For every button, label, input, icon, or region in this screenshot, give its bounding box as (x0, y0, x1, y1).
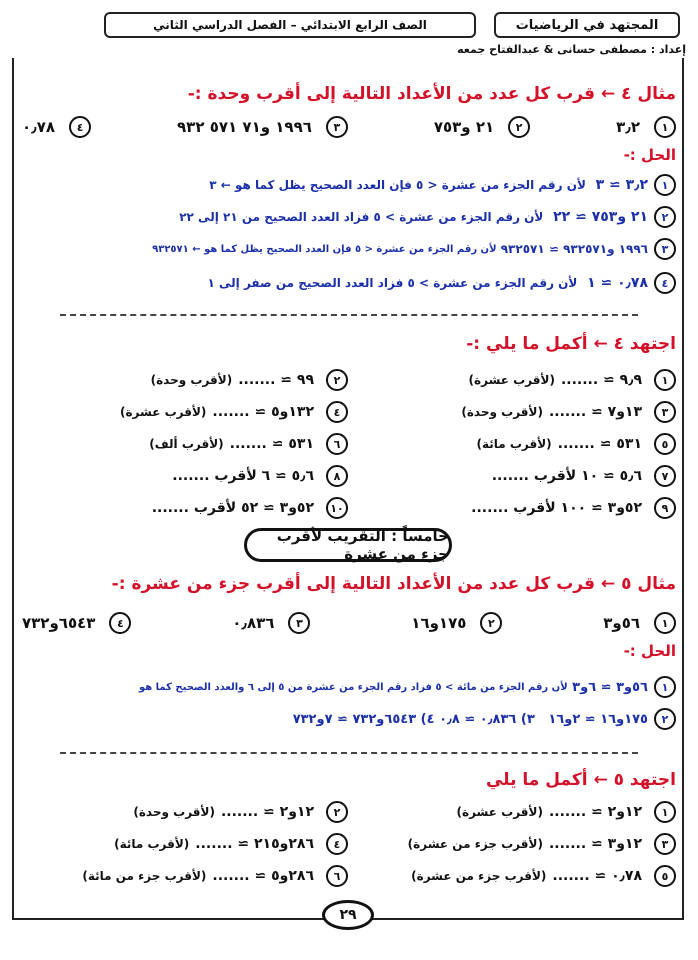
example5-item: ٢ ١٧٥و١٦ (411, 612, 502, 634)
example5-item: ٤ ٦٥٤٣و٧٣٢ (22, 612, 131, 634)
example4-title (22, 84, 676, 104)
exercise4-item: ٦ ٥٣١ ≃ ....... (لأقرب ألف) (40, 428, 348, 460)
exercise5-grid (40, 796, 676, 892)
exercise4-item: ٢ ٩٩ ≃ ....... (لأقرب وحدة) (40, 364, 348, 396)
exercise4-item: ٧ ٥٫٦ ≃ ١٠ لأقرب ....... (368, 460, 676, 492)
exercise5-item: ٥ ٠٫٧٨ ≃ ....... (لأقرب جزء من عشرة) (368, 860, 676, 892)
exercise5-item: ٣ ١٢و٣ ≃ ....... (لأقرب جزء من عشرة) (368, 828, 676, 860)
example4-solution-row: ٣ ١٩٩٦ و٩٣٢٥٧١ ≃ ٩٣٢٥٧١ لأن رقم الجزء من عشرة < ٥ فإن العدد الصحيح يظل كما هو ← ٩٣٢٥٧١ (22, 238, 676, 260)
exercise5-item: ٤ ٢٨٦و٢١٥ ≃ ....... (لأقرب مائة) (40, 828, 348, 860)
example5-item: ١ ٥٦و٣ (603, 612, 676, 634)
section-five-title: خامساً : التقريب لأقرب جزء من عشرة (244, 528, 452, 562)
example5-item: ٣ ٠٫٨٣٦ (232, 612, 310, 634)
example4-solution-row: ٤ ٠٫٧٨ ≃ ١ لأن رقم الجزء من عشرة > ٥ فزاد العدد الصحيح من صفر إلى ١ (22, 272, 676, 294)
example5-solution-row: ١ ٥٦و٣ ≃ ٦و٣ لأن رقم الجزء من مائة > ٥ فزاد رقم الجزء من عشرة من ٥ إلى ٦ والعدد الصحيح كما هو (22, 676, 676, 698)
exercise5-item: ١ ١٢و٢ ≃ ....... (لأقرب عشرة) (368, 796, 676, 828)
example5-title: مثال ٥ ← قرب كل عدد من الأعداد التالية إلى أقرب جزء من عشرة :- (111, 574, 676, 594)
example4-solution-row: ٢ ٢١ و٧٥٣ ≃ ٢٢ لأن رقم الجزء من عشرة > ٥ فزاد العدد الصحيح من ٢١ إلى ٢٢ (22, 206, 676, 228)
exercise5-item: ٢ ١٢و٢ ≃ ....... (لأقرب وحدة) (40, 796, 348, 828)
page-number: ٢٩ (322, 900, 374, 930)
exercise4-item: ٤ ١٣٢و٥ ≃ ....... (لأقرب عشرة) (40, 396, 348, 428)
example4-items (22, 116, 676, 138)
exercise5-item: ٦ ٢٨٦و٥ ≃ ....... (لأقرب جزء من مائة) (40, 860, 348, 892)
example5-solution-label: الحل :- (623, 642, 676, 660)
example4-item: ١ ٣٫٢ (616, 116, 676, 138)
exercise4-item: ٨ ٥٫٦ ≃ ٦ لأقرب ....... (40, 460, 348, 492)
exercise5-title: اجتهد ٥ ← أكمل ما يلي (485, 770, 676, 790)
exercise4-item: ٥ ٥٣١ ≃ ....... (لأقرب مائة) (368, 428, 676, 460)
example4-solution-label: الحل :- (623, 146, 676, 164)
example4-item: ٢ ٢١ و٧٥٣ (434, 116, 530, 138)
example4-title-text: مثال ٤ ← قرب كل عدد من الأعداد التالية إلى أقرب وحدة :- (187, 84, 676, 104)
section-divider (60, 752, 638, 754)
exercise4-grid (40, 364, 676, 524)
book-title: المجتهد في الرياضيات (494, 12, 680, 38)
exercise4-item: ٣ ١٣و٧ ≃ ....... (لأقرب وحدة) (368, 396, 676, 428)
exercise4-title: اجتهد ٤ ← أكمل ما يلي :- (466, 334, 676, 354)
section-divider (60, 314, 638, 316)
exercise4-item: ١ ٩٫٩ ≃ ....... (لأقرب عشرة) (368, 364, 676, 396)
prepared-by: إعداد : مصطفى حسانى & عبدالفتاح جمعه (457, 43, 686, 56)
exercise4-item: ١٠ ٥٢و٣ ≃ ٥٢ لأقرب ....... (40, 492, 348, 524)
exercise4-item: ٩ ٥٢و٣ ≃ ١٠٠ لأقرب ....... (368, 492, 676, 524)
example4-solution-row: ١ ٣٫٢ ≃ ٣ لأن رقم الجزء من عشرة < ٥ فإن العدد الصحيح يظل كما هو ← ٣ (22, 174, 676, 196)
example5-solution-row: ٢ ١٧٥و١٦ ≃ ٢و١٦ ٣) ٠٫٨٣٦ ≃ ٠٫٨ ٤) ٦٥٤٣و٧٣٢ ≃ ٧و٧٣٢ (22, 708, 676, 730)
example4-item: ٤ ٠٫٧٨ (22, 116, 91, 138)
example4-item: ٣ ١٩٩٦ و٧١ ٥٧١ ٩٣٢ (177, 116, 348, 138)
grade-term-title: الصف الرابع الابتدائي – الفصل الدراسي الثاني (104, 12, 476, 38)
example5-items (22, 612, 676, 634)
